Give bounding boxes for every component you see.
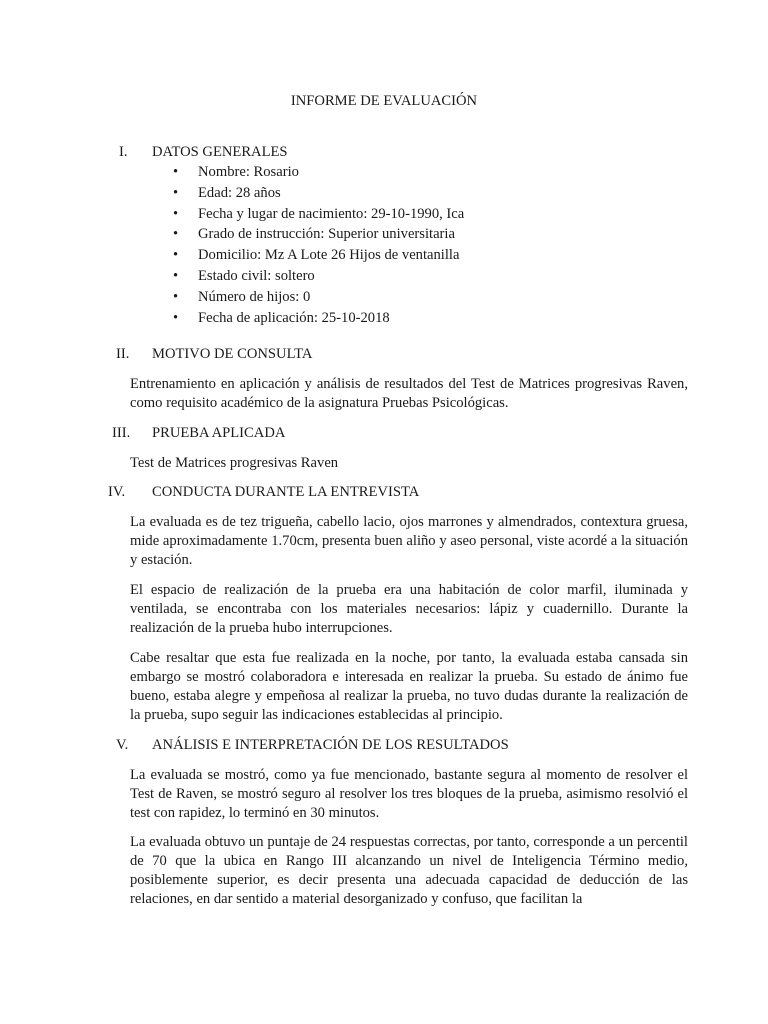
list-item: • Número de hijos: 0 <box>173 287 464 308</box>
conducta-paragraph: Cabe resaltar que esta fue realizada en la noche, por tanto, la evaluada estaba cansada sin embargo se mostró colaboradora e interesada en realizar la prueba. Su estado de ánimo fue bueno, estaba alegre y empeñosa al realizar la prueba, no tuvo dudas durante la realización de la prueba, supo seguir las indicaciones establecidas al principio. <box>130 650 688 723</box>
document-title: INFORME DE EVALUACIÓN <box>290 93 478 109</box>
section-title: PRUEBA APLICADA <box>152 425 286 441</box>
section-number: I. <box>119 144 128 160</box>
section-heading-analisis <box>0 736 768 755</box>
section-heading-prueba <box>0 424 768 443</box>
section-title: MOTIVO DE CONSULTA <box>152 346 313 362</box>
prueba-paragraph: Test de Matrices progresivas Raven <box>130 455 339 471</box>
conducta-paragraph: La evaluada es de tez trigueña, cabello lacio, ojos marrones y almendrados, contextura gruesa, mide aproximadamente 1.70cm, presenta buen aliño y aseo personal, viste acordé a la situación y estación. <box>130 514 688 568</box>
section-number: V. <box>116 737 129 753</box>
conducta-paragraph: El espacio de realización de la prueba era una habitación de color marfil, iluminada y ventilada, se encontraba con los materiales necesarios: lápiz y cuadernillo. Durante la realización de la prueba hubo interrupciones. <box>130 582 688 636</box>
section-heading-datos-generales <box>0 143 768 162</box>
list-item: • Estado civil: soltero <box>173 266 464 287</box>
section-heading-conducta <box>0 483 768 502</box>
motivo-paragraph: Entrenamiento en aplicación y análisis de resultados del Test de Matrices progresivas Raven, como requisito académico de la asignatura Pruebas Psicológicas. <box>130 376 688 411</box>
section-number: IV. <box>108 484 126 500</box>
section-title: CONDUCTA DURANTE LA ENTREVISTA <box>152 484 420 500</box>
section-number: III. <box>112 425 131 441</box>
list-item: • Grado de instrucción: Superior universitaria <box>173 224 464 245</box>
datos-generales-list <box>173 162 464 328</box>
list-item: • Edad: 28 años <box>173 183 464 204</box>
section-title: ANÁLISIS E INTERPRETACIÓN DE LOS RESULTADOS <box>152 737 509 753</box>
section-number: II. <box>116 346 130 362</box>
list-item: • Fecha y lugar de nacimiento: 29-10-1990, Ica <box>173 204 464 225</box>
analisis-paragraph: La evaluada se mostró, como ya fue mencionado, bastante segura al momento de resolver el Test de Raven, se mostró seguro al resolver los tres bloques de la prueba, asimismo resolvió el test con rapidez, lo terminó en 30 minutos. <box>130 767 688 821</box>
section-heading-motivo <box>0 345 768 364</box>
list-item: • Nombre: Rosario <box>173 162 464 183</box>
list-item: • Fecha de aplicación: 25-10-2018 <box>173 308 464 329</box>
analisis-paragraph: La evaluada obtuvo un puntaje de 24 respuestas correctas, por tanto, corresponde a un percentil de 70 que la ubica en Rango III alcanzando un nivel de Inteligencia Término medio, posiblemente superior, es decir presenta una adecuada capacidad de deducción de las relaciones, en dar sentido a material desorganizado y confuso, que facilitan la <box>130 834 688 907</box>
list-item: • Domicilio: Mz A Lote 26 Hijos de ventanilla <box>173 245 464 266</box>
section-title: DATOS GENERALES <box>152 144 288 160</box>
